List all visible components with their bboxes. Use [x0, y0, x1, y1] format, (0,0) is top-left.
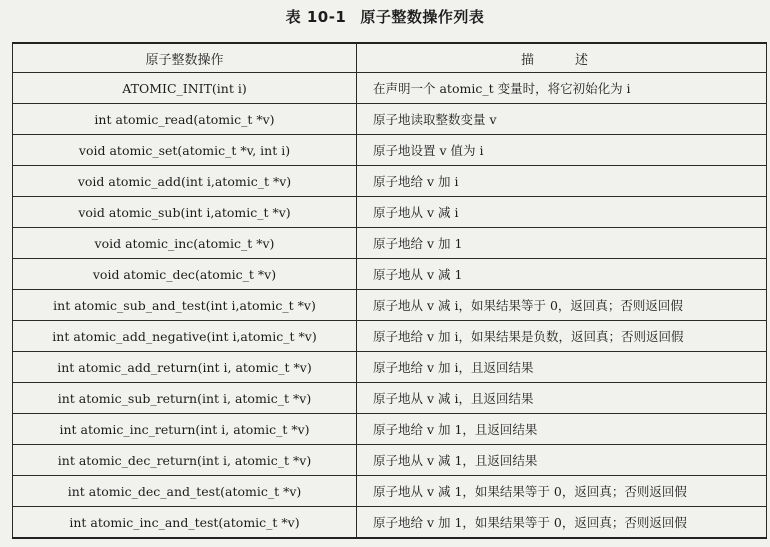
description-cell: 在声明一个 atomic_t 变量时，将它初始化为 i	[357, 73, 767, 104]
table-row	[13, 197, 767, 228]
description-cell: 原子地给 v 加 i	[357, 166, 767, 197]
table-row	[13, 259, 767, 290]
description-cell: 原子地给 v 加 1，且返回结果	[357, 414, 767, 445]
operation-cell: void atomic_add(int i,atomic_t *v)	[13, 166, 357, 197]
description-cell: 原子地从 v 减 1，且返回结果	[357, 445, 767, 476]
description-cell: 原子地从 v 减 1，如果结果等于 0，返回真；否则返回假	[357, 476, 767, 507]
operation-cell: int atomic_add_return(int i, atomic_t *v)	[13, 352, 357, 383]
description-cell: 原子地从 v 减 i，且返回结果	[357, 383, 767, 414]
operation-cell: ATOMIC_INIT(int i)	[13, 73, 357, 104]
operation-cell: int atomic_inc_return(int i, atomic_t *v)	[13, 414, 357, 445]
operation-cell: int atomic_sub_and_test(int i,atomic_t *v)	[13, 290, 357, 321]
table-row	[13, 476, 767, 507]
description-cell: 原子地给 v 加 1，如果结果等于 0，返回真；否则返回假	[357, 507, 767, 539]
operation-cell: void atomic_set(atomic_t *v, int i)	[13, 135, 357, 166]
operation-cell: int atomic_inc_and_test(atomic_t *v)	[13, 507, 357, 539]
header-operation: 原子整数操作	[13, 43, 357, 73]
table-row	[13, 383, 767, 414]
description-cell: 原子地给 v 加 1	[357, 228, 767, 259]
operation-cell: int atomic_read(atomic_t *v)	[13, 104, 357, 135]
atomic-operations-table	[12, 42, 767, 539]
description-cell: 原子地读取整数变量 v	[357, 104, 767, 135]
operation-cell: void atomic_inc(atomic_t *v)	[13, 228, 357, 259]
operation-cell: int atomic_dec_return(int i, atomic_t *v)	[13, 445, 357, 476]
table-row	[13, 166, 767, 197]
description-cell: 原子地从 v 减 i，如果结果等于 0，返回真；否则返回假	[357, 290, 767, 321]
operation-cell: int atomic_dec_and_test(atomic_t *v)	[13, 476, 357, 507]
header-description: 描 述	[357, 43, 767, 73]
table-row	[13, 135, 767, 166]
description-cell: 原子地给 v 加 i，如果结果是负数，返回真；否则返回假	[357, 321, 767, 352]
table-row	[13, 228, 767, 259]
description-cell: 原子地从 v 减 i	[357, 197, 767, 228]
table-row	[13, 352, 767, 383]
description-cell: 原子地给 v 加 i，且返回结果	[357, 352, 767, 383]
table-row	[13, 104, 767, 135]
description-cell: 原子地从 v 减 1	[357, 259, 767, 290]
table-row	[13, 73, 767, 104]
table-row	[13, 445, 767, 476]
table-title: 原子整数操作列表	[360, 8, 485, 26]
operation-cell: void atomic_sub(int i,atomic_t *v)	[13, 197, 357, 228]
table-number: 表 10-1	[285, 8, 347, 26]
table-row	[13, 290, 767, 321]
description-cell: 原子地设置 v 值为 i	[357, 135, 767, 166]
table-row	[13, 321, 767, 352]
table-caption	[0, 6, 770, 27]
table-row	[13, 414, 767, 445]
operation-cell: int atomic_add_negative(int i,atomic_t *v)	[13, 321, 357, 352]
operation-cell: int atomic_sub_return(int i, atomic_t *v)	[13, 383, 357, 414]
header-row	[13, 43, 767, 73]
operation-cell: void atomic_dec(atomic_t *v)	[13, 259, 357, 290]
table-row	[13, 507, 767, 539]
